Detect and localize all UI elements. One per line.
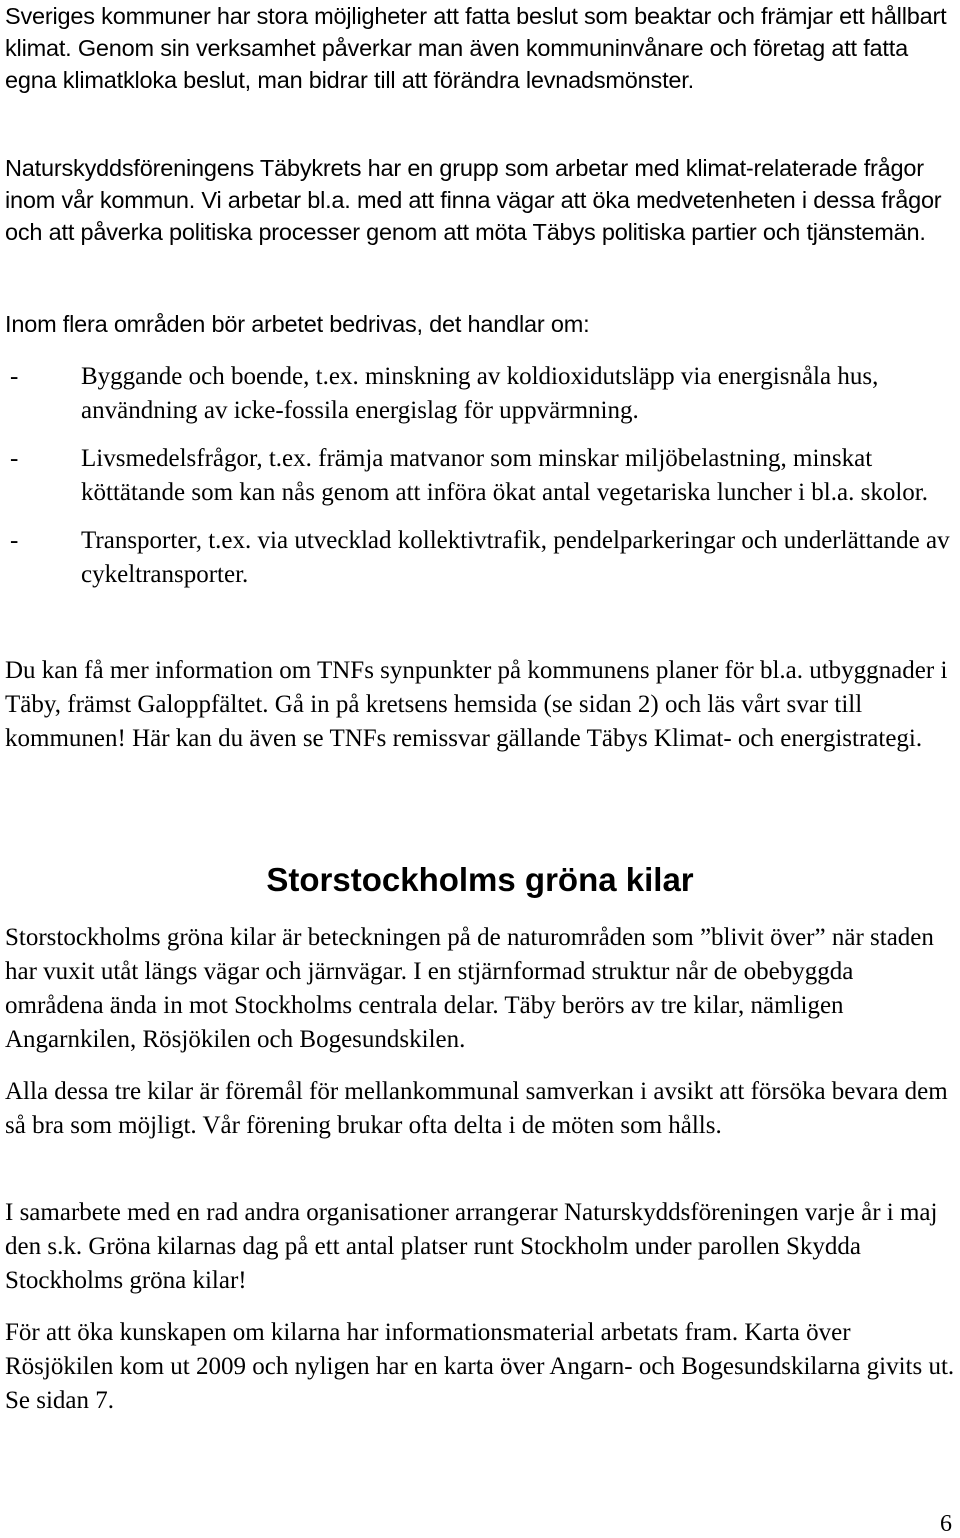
- section-paragraph-2: Alla dessa tre kilar är föremål för mellankommunal samverkan i avsikt att försöka bevara dem så bra som möjligt. Vår förening brukar ofta delta i de möten som hålls.: [5, 1078, 948, 1139]
- list-dash: -: [10, 445, 19, 472]
- intro-paragraph-3: Inom flera områden bör arbetet bedrivas, det handlar om:: [5, 311, 590, 337]
- topic-list: [5, 360, 957, 592]
- list-dash: -: [10, 527, 19, 554]
- list-item: [5, 442, 957, 510]
- list-item-text: Transporter, t.ex. via utvecklad kollektivtrafik, pendelparkeringar och underlättande av cykeltransporter.: [81, 527, 950, 588]
- list-dash: -: [10, 363, 19, 390]
- section-paragraph-1: Storstockholms gröna kilar är beteckningen på de naturområden som ”blivit över” när staden har vuxit utåt längs vägar och järnvägar. I en stjärnformad struktur når de obebyggda områdena ända in mot Stockholms centrala delar. Täby berörs av tre kilar, nämligen Angarnkilen, Rösjökilen och Bogesundskilen.: [5, 924, 934, 1053]
- section-paragraph-4: För att öka kunskapen om kilarna har informationsmaterial arbetats fram. Karta över Rösjökilen kom ut 2009 och nyligen har en karta över Angarn- och Bogesundskilarna givits ut. Se sidan 7.: [5, 1319, 955, 1414]
- page-number: 6: [940, 1511, 952, 1537]
- list-item: [5, 360, 957, 428]
- list-item-text: Livsmedelsfrågor, t.ex. främja matvanor som minskar miljöbelastning, minskat köttätande som kan nås genom att införa ökat antal vegetariska luncher i bl.a. skolor.: [81, 445, 928, 506]
- intro-paragraph-1: Sveriges kommuner har stora möjligheter att fatta beslut som beaktar och främjar ett hållbart klimat. Genom sin verksamhet påverkar man även kommuninvånare och företag att fatta egna klimatkloka beslut, man bidrar till att förändra levnadsmönster.: [5, 3, 947, 93]
- section-paragraph-3: I samarbete med en rad andra organisationer arrangerar Naturskyddsföreningen varje år i maj den s.k. Gröna kilarnas dag på ett antal platser runt Stockholm under parollen Skydda Stockholms gröna kilar!: [5, 1199, 938, 1294]
- info-paragraph: Du kan få mer information om TNFs synpunkter på kommunens planer för bl.a. utbyggnader i Täby, främst Galoppfältet. Gå in på kretsens hemsida (se sidan 2) och läs vårt svar till kommunen! Här kan du även se TNFs remissvar gällande Täbys Klimat- och energistrategi.: [5, 657, 948, 752]
- section-heading: Storstockholms gröna kilar: [266, 861, 694, 898]
- list-item-text: Byggande och boende, t.ex. minskning av koldioxidutsläpp via energisnåla hus, användning av icke-fossila energislag för uppvärmning.: [81, 363, 879, 424]
- list-item: [5, 524, 957, 592]
- intro-paragraph-2: Naturskyddsföreningens Täbykrets har en grupp som arbetar med klimat-relaterade frågor inom vår kommun. Vi arbetar bl.a. med att finna vägar att öka medvetenheten i dessa frågor och att påverka politiska processer genom att möta Täbys politiska partier och tjänstemän.: [5, 155, 942, 245]
